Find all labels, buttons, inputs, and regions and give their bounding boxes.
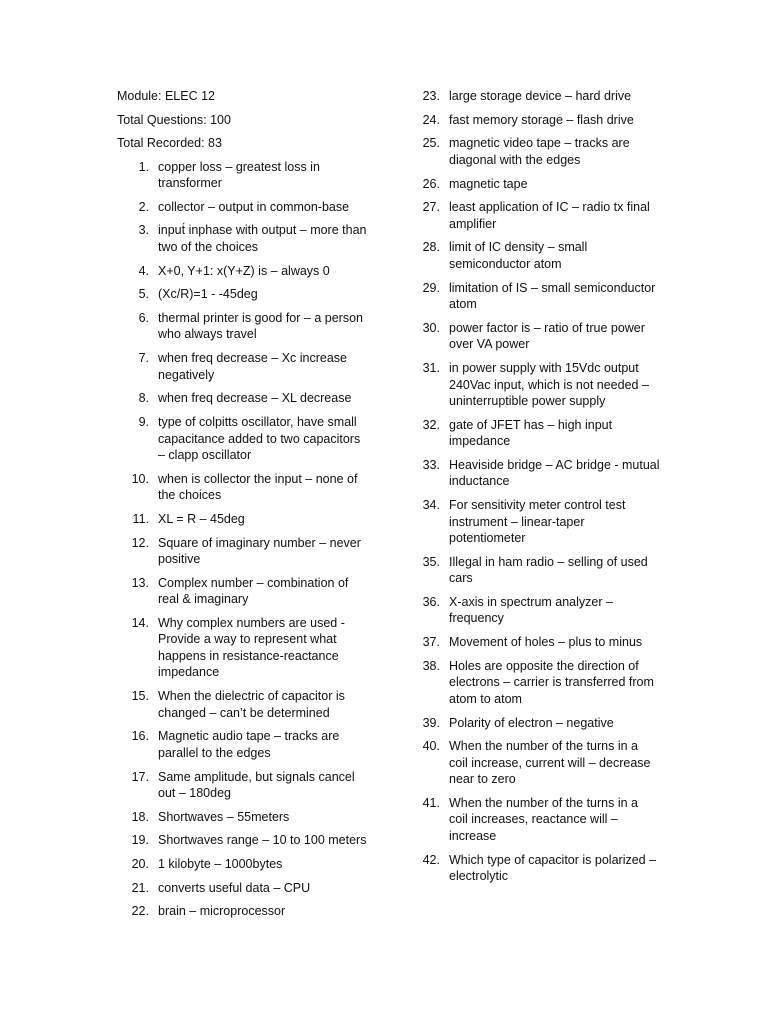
list-item [408, 112, 660, 129]
item-number: 5. [138, 287, 149, 302]
item-text: When the number of the turns in a coil increases, reactance will – increase [449, 795, 638, 843]
item-text: limit of IC density – small semiconductor atom [449, 240, 588, 271]
item-number: 29. [422, 280, 440, 295]
item-text: X+0, Y+1: x(Y+Z) is – always 0 [158, 263, 330, 278]
list-item [117, 535, 367, 568]
item-number: 21. [131, 880, 149, 895]
item-text: Movement of holes – plus to minus [449, 635, 643, 650]
item-text: Which type of capacitor is polarized – electrolytic [449, 852, 657, 884]
item-text: XL = R – 45deg [158, 511, 245, 526]
item-number: 12. [131, 535, 149, 550]
item-text: Shortwaves – 55meters [158, 809, 290, 824]
item-text: when freq decrease – XL decrease [158, 391, 352, 406]
item-number: 9. [138, 415, 149, 429]
item-text: Complex number – combination of real & imaginary [158, 575, 349, 607]
item-number: 1. [138, 159, 149, 174]
item-text: limitation of IS – small semiconductor atom [449, 280, 656, 312]
item-text: least application of IC – radio tx final amplifier [449, 200, 650, 231]
item-text: Heaviside bridge – AC bridge - mutual inductance [449, 457, 660, 489]
list-item [117, 809, 367, 826]
item-number: 28. [422, 240, 440, 255]
list-item [117, 903, 367, 920]
item-number: 14. [131, 615, 149, 630]
list-item [117, 728, 367, 761]
module-title: Module: ELEC 12 [117, 89, 215, 103]
list-item [117, 390, 367, 407]
item-text: Same amplitude, but signals cancel out – 180deg [158, 769, 355, 800]
list-item [117, 856, 367, 873]
list-item [408, 852, 660, 885]
item-text: Illegal in ham radio – selling of used cars [449, 554, 648, 586]
list-item [408, 738, 660, 788]
item-text: (Xc/R)=1 - -45deg [158, 287, 258, 302]
item-number: 18. [131, 809, 149, 824]
total-recorded: Total Recorded: 83 [117, 136, 222, 150]
item-text: Why complex numbers are used - Provide a way to represent what happens in resistance-reactance impedance [158, 615, 345, 680]
list-item [117, 310, 367, 343]
list-item [408, 88, 660, 105]
item-number: 33. [422, 457, 440, 472]
item-text: magnetic video tape – tracks are diagonal with the edges [449, 136, 630, 167]
item-number: 25. [422, 136, 440, 151]
left-column [117, 88, 367, 927]
list-item [117, 880, 367, 897]
right-column [408, 88, 660, 892]
item-number: 2. [138, 199, 149, 214]
list-item [408, 457, 660, 490]
item-text: For sensitivity meter control test instrument – linear-taper potentiometer [449, 498, 626, 546]
item-number: 40. [422, 739, 440, 754]
item-text: input́ inphase with output – more than two of the choices [158, 223, 367, 254]
item-number: 34. [422, 498, 440, 513]
list-item [408, 634, 660, 651]
list-item [117, 688, 367, 721]
item-number: 42. [422, 852, 440, 867]
item-text: Holes are opposite the direction of electrons – carrier is transferred from atom to atom [449, 658, 654, 706]
list-item [117, 511, 367, 528]
item-number: 32. [422, 417, 440, 432]
item-text: when is collector the input – none of the choices [158, 471, 358, 503]
item-text: type of colpitts oscillator, have small capacitance added to two capacitors – clapp oscillator [158, 415, 361, 462]
item-number: 23. [422, 89, 440, 103]
item-number: 16. [131, 729, 149, 744]
item-text: gate of JFET has – high input impedance [449, 417, 613, 449]
list-item [408, 594, 660, 627]
item-text: collector – output in common-base [158, 199, 350, 214]
item-text: copper loss – greatest loss in transformer [158, 159, 320, 190]
list-item [408, 795, 660, 845]
total-questions: Total Questions: 100 [117, 112, 231, 127]
item-number: 36. [422, 594, 440, 609]
list-item [117, 414, 367, 464]
item-text: Shortwaves range – 10 to 100 meters [158, 833, 367, 848]
item-text: magnetic tape [449, 176, 528, 191]
item-text: converts useful data – CPU [158, 880, 311, 895]
list-item [117, 769, 367, 802]
list-item [408, 497, 660, 547]
list-item [408, 135, 660, 168]
item-number: 26. [422, 176, 440, 191]
item-number: 35. [422, 554, 440, 569]
list-item [117, 199, 367, 216]
item-number: 10. [131, 471, 149, 486]
list-item [117, 286, 367, 303]
item-number: 31. [422, 361, 440, 375]
item-text: fast memory storage – flash drive [449, 112, 634, 127]
list-item [408, 417, 660, 450]
right-question-list [408, 88, 660, 885]
item-text: large storage device – hard drive [449, 89, 632, 103]
item-number: 22. [131, 904, 149, 919]
item-text: X-axis in spectrum analyzer – frequency [449, 594, 613, 626]
list-item [408, 360, 660, 410]
item-text: power factor is – ratio of true power over VA power [449, 320, 645, 352]
item-number: 20. [131, 857, 149, 872]
item-text: Square of imaginary number – never positive [158, 535, 361, 567]
item-text: in power supply with 15Vdc output 240Vac input, which is not needed – uninterruptible power supply [449, 361, 649, 408]
item-number: 27. [422, 200, 440, 215]
item-text: when freq decrease – Xc increase negatively [158, 351, 347, 382]
list-item [408, 658, 660, 708]
item-number: 24. [422, 112, 440, 127]
list-item [117, 350, 367, 383]
list-item [408, 239, 660, 272]
item-number: 17. [131, 769, 149, 784]
list-item [117, 575, 367, 608]
list-item [117, 832, 367, 849]
item-number: 41. [422, 795, 440, 810]
list-item [408, 715, 660, 732]
item-number: 3. [138, 223, 149, 238]
item-text: When the dielectric of capacitor is changed – can’t be determined [158, 689, 345, 720]
item-number: 13. [131, 575, 149, 590]
item-text: Magnetic audio tape – tracks are parallel to the edges [158, 729, 340, 760]
item-number: 38. [422, 658, 440, 673]
item-text: When the number of the turns in a coil increase, current will – decrease near to zero [449, 739, 651, 787]
item-number: 4. [138, 263, 149, 278]
item-number: 30. [422, 320, 440, 335]
item-number: 39. [422, 715, 440, 730]
item-number: 15. [131, 689, 149, 704]
list-item [408, 176, 660, 193]
item-text: thermal printer is good for – a person who always travel [158, 310, 363, 342]
item-text: Polarity of electron – negative [449, 715, 614, 730]
item-number: 11. [132, 511, 149, 526]
item-number: 8. [138, 391, 149, 406]
list-item [408, 554, 660, 587]
item-number: 19. [131, 833, 149, 848]
left-question-list [117, 159, 367, 920]
list-item [117, 471, 367, 504]
list-item [408, 199, 660, 232]
item-text: brain – microprocessor [158, 904, 286, 919]
list-item [117, 263, 367, 280]
item-text: 1 kilobyte – 1000bytes [158, 857, 283, 872]
item-number: 37. [422, 635, 440, 650]
item-number: 7. [138, 351, 149, 366]
list-item [408, 320, 660, 353]
list-item [117, 222, 367, 255]
item-number: 6. [138, 310, 149, 325]
list-item [117, 159, 367, 192]
list-item [408, 280, 660, 313]
list-item [117, 615, 367, 681]
